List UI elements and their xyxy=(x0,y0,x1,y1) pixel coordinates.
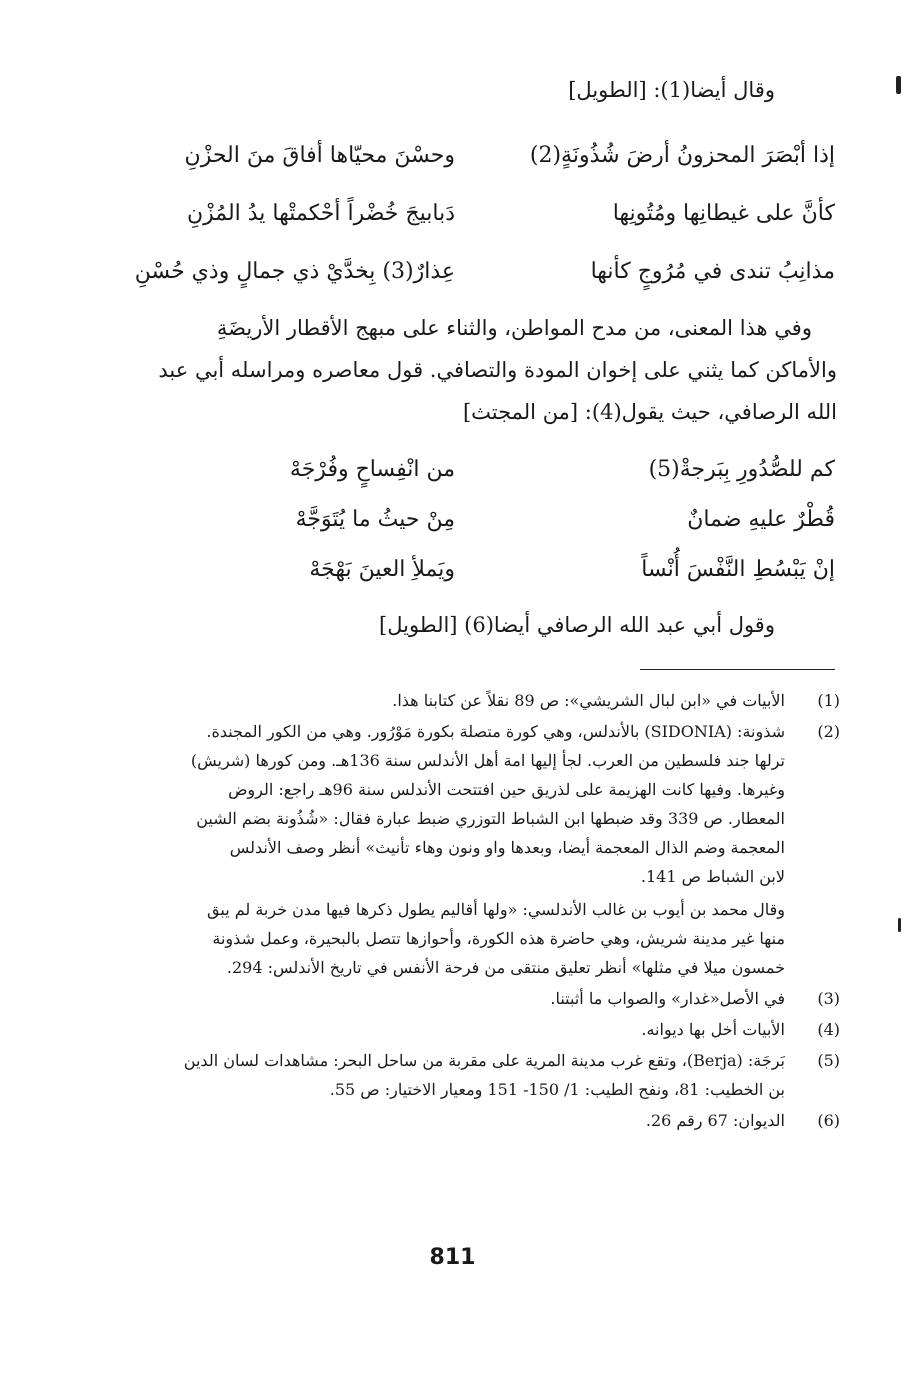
verse-row xyxy=(95,452,835,502)
footnote xyxy=(100,1106,840,1135)
footnote-number: (4) xyxy=(817,1020,840,1039)
footnote-number: (3) xyxy=(817,989,840,1008)
footnote-continuation xyxy=(100,895,840,982)
closing-line: وقول أبي عبد الله الرصافي أيضا(6) [الطويل] xyxy=(379,613,775,637)
margin-mark-top xyxy=(896,76,901,94)
footnote-line: بن الخطيب: 81، ونفح الطيب: 1/ 150- 151 ومعيار الاختيار: ص 55. xyxy=(329,1080,785,1099)
verse-row xyxy=(95,138,835,196)
footnote-line: المعطار. ص 339 وقد ضبطها ابن الشباط التوزري ضبط عبارة فقال: «شُذُونة بضم الشين xyxy=(196,809,785,828)
verse-first-hemistich: إذا أبْصَرَ المحزونُ أرضَ شُذُونَةٍ(2) xyxy=(529,143,835,168)
margin-mark-middle xyxy=(898,918,901,932)
footnote-line: في الأصل«غدار» والصواب ما أثبتنا. xyxy=(550,989,785,1008)
footnote-line: وقال محمد بن أيوب بن غالب الأندلسي: «ولها أقاليم يطول ذكرها فيها مدن خربة لم يبق xyxy=(207,900,785,919)
poem-2 xyxy=(95,452,835,602)
verse-first-hemistich: مذانِبُ تندى في مُرُوجٍ كأنها xyxy=(590,259,835,284)
verse-second-hemistich: مِنْ حيثُ ما يُتَوَجَّهْ xyxy=(295,507,455,532)
footnote-line: منها غير مدينة شريش، وهي حاضرة هذه الكورة، وأحوازها تتصل بالبحيرة، وعمل شذونة xyxy=(212,929,785,948)
footnote-line: شذونة: (SIDONIA) بالأندلس، وهي كورة متصلة بكورة مَوْرُور. وهي من الكور المجندة. xyxy=(206,722,785,741)
verse-second-hemistich: دَبابيجَ خُضْراً أحْكمتْها يدُ المُزْنِ xyxy=(186,201,455,226)
page-number: 811 xyxy=(429,1245,476,1270)
footnote-number: (6) xyxy=(817,1111,840,1130)
verse-second-hemistich: عِذارٌ(3) بِخدَّيْ ذي جمالٍ وذي حُسْنِ xyxy=(134,259,455,284)
footnote-line: الأبيات أخل بها ديوانه. xyxy=(641,1020,785,1039)
footnote xyxy=(100,686,840,715)
prose-line: والأماكن كما يثني على إخوان المودة والتصافي. قول معاصره ومراسله أبي عبد xyxy=(158,358,837,382)
prose-line: وفي هذا المعنى، من مدح المواطن، والثناء على مبهج الأقطار الأريضَةِ xyxy=(216,316,812,340)
footnote-line: بَرجَة: (Berja)، وتقع غرب مدينة المرية على مقربة من ساحل البحر: مشاهدات لسان الدين xyxy=(183,1051,785,1070)
footnote xyxy=(100,717,840,891)
verse-row xyxy=(95,196,835,254)
prose-line: الله الرصافي، حيث يقول(4): [من المجتث] xyxy=(462,400,837,424)
prose-paragraph xyxy=(100,307,837,433)
footnotes xyxy=(100,686,840,1135)
verse-second-hemistich: وحسْنَ محيّاها أفاقَ منَ الحزْنِ xyxy=(184,143,455,168)
footnote-number: (1) xyxy=(817,691,840,710)
footnote-line: المعجمة وضم الذال المعجمة أيضا، وبعدها واو ونون وهاء تأنيث» أنظر وصف الأندلس xyxy=(229,838,785,857)
footnote xyxy=(100,1015,840,1044)
verse-first-hemistich: كم للصُّدُورِ بِبَرجةْ(5) xyxy=(648,457,835,482)
footnote-line: الأبيات في «ابن لبال الشريشي»: ص 89 نقلاً عن كتابنا هذا. xyxy=(392,691,785,710)
verse-first-hemistich: إنْ يَبْسُطِ النَّفْسَ أُنْساً xyxy=(641,557,835,582)
verse-first-hemistich: قُطْرٌ عليهِ ضمانٌ xyxy=(687,507,835,532)
verse-row xyxy=(95,502,835,552)
verse-first-hemistich: كأنَّ على غيطانِها ومُتُونِها xyxy=(612,201,835,226)
verse-row xyxy=(95,254,835,312)
poem-1 xyxy=(95,138,835,312)
footnote xyxy=(100,1046,840,1104)
footnote-line: ترلها جند فلسطين من العرب. لجأ إليها امة أهل الأندلس سنة 136هـ. ومن كورها (شريش) xyxy=(190,751,785,770)
footnote-line: الديوان: 67 رقم 26. xyxy=(645,1111,785,1130)
intro-line: وقال أيضا(1): [الطويل] xyxy=(568,78,775,102)
footnote xyxy=(100,984,840,1013)
footnote-number: (5) xyxy=(817,1051,840,1070)
verse-row xyxy=(95,552,835,602)
footnote-divider xyxy=(640,669,835,670)
footnote-line: وغيرها. وفيها كانت الهزيمة على لذريق حين افتتحت الأندلس سنة 96هـ راجع: الروض xyxy=(228,780,785,799)
footnote-number: (2) xyxy=(817,722,840,741)
verse-second-hemistich: من انْفِساحٍ وفُرْجَهْ xyxy=(289,457,455,482)
verse-second-hemistich: ويَملأِ العينَ بَهْجَهْ xyxy=(309,557,455,582)
footnote-line: لابن الشباط ص 141. xyxy=(640,867,785,886)
footnote-line: خمسون ميلا في مثلها» أنظر تعليق منتقى من فرحة الأنفس في تاريخ الأندلس: 294. xyxy=(226,958,785,977)
